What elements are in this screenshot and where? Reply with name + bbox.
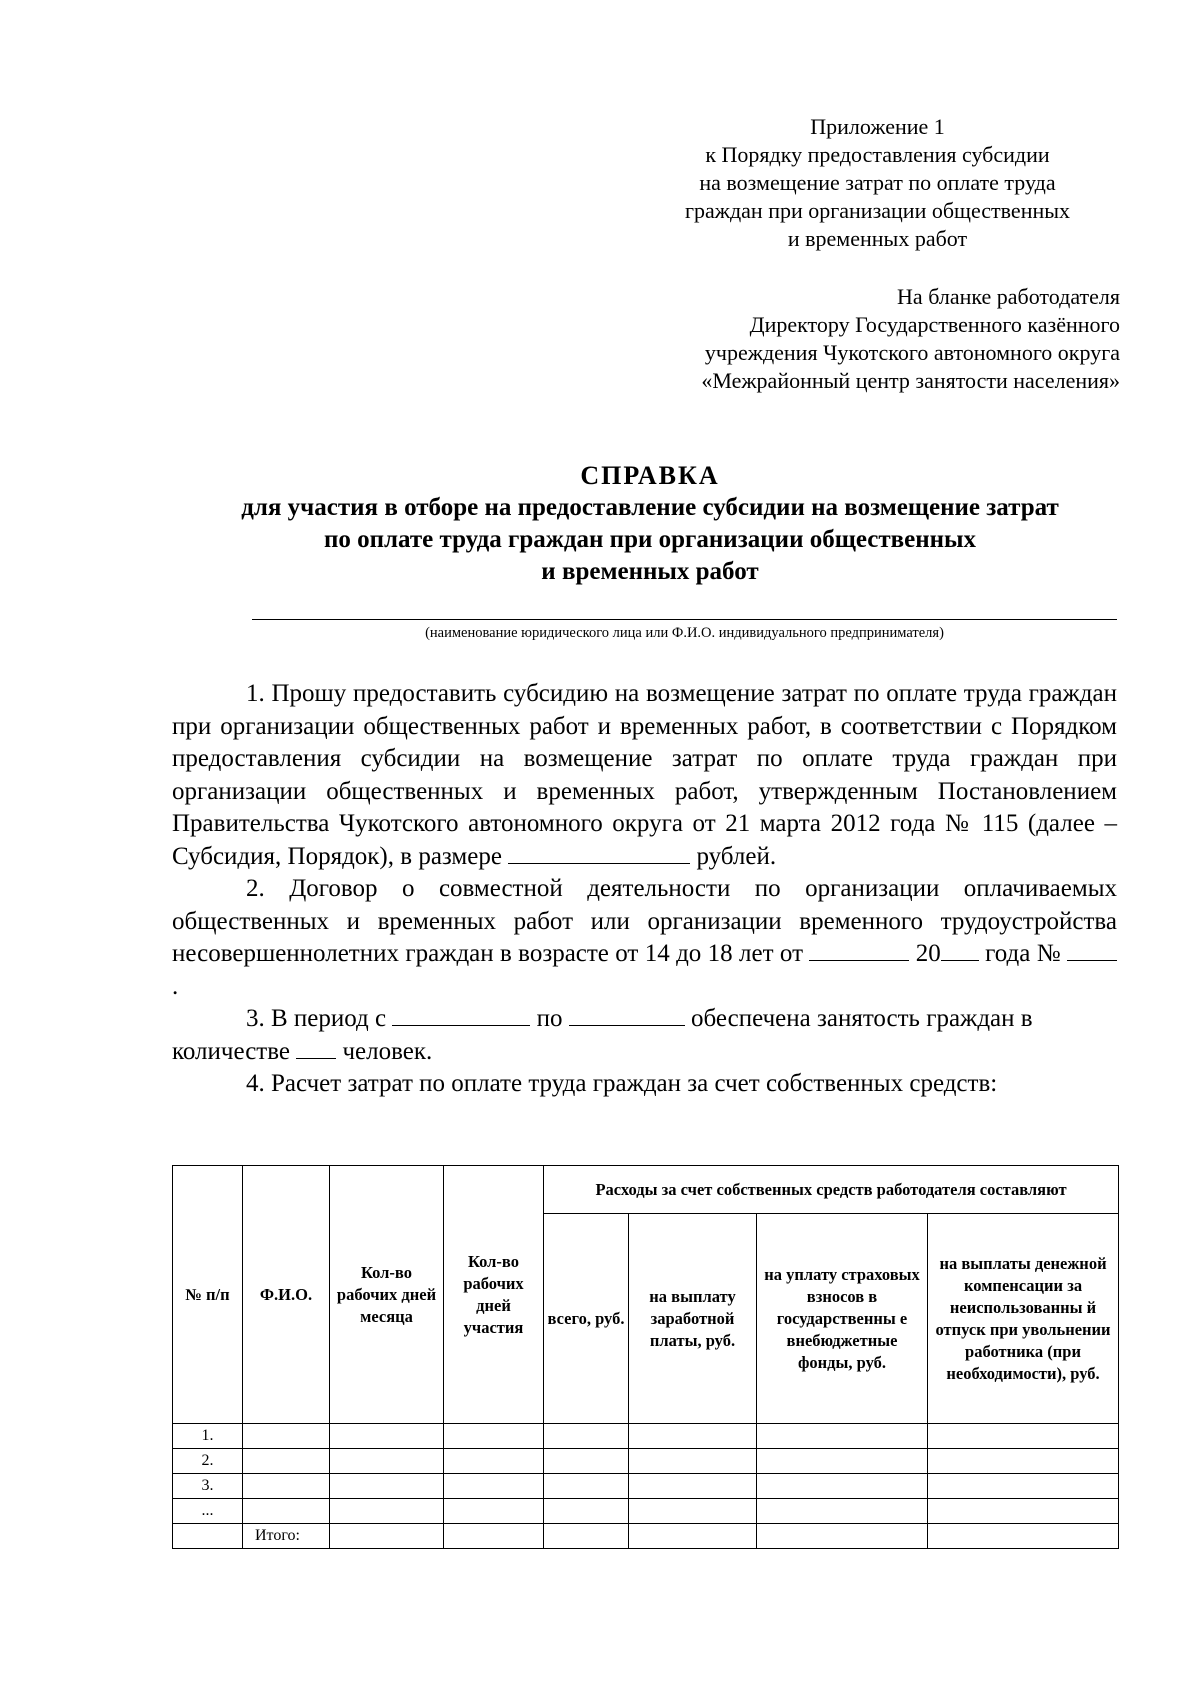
paragraph-2 (172, 873, 1117, 1003)
addressee-line: «Межрайонный центр занятости населения» (701, 368, 1120, 393)
contract-number-field[interactable] (1067, 938, 1117, 961)
appendix-line: граждан при организации общественных (684, 198, 1071, 223)
document-title (0, 460, 1200, 588)
header-work-days-month: Кол-во рабочих дней месяца (330, 1166, 444, 1424)
addressee-line: На бланке работодателя (897, 284, 1120, 309)
paragraph-1-suffix: рублей. (696, 842, 777, 870)
table-cell[interactable] (928, 1449, 1119, 1474)
table-cell[interactable] (444, 1499, 544, 1524)
organization-name-field[interactable] (252, 619, 1117, 620)
table-cell[interactable] (928, 1499, 1119, 1524)
paragraph-2-year: 20 (915, 940, 941, 967)
table-cell[interactable] (444, 1474, 544, 1499)
addressee-line: учреждения Чукотского автономного округа (704, 340, 1120, 365)
table-cell[interactable] (330, 1499, 444, 1524)
table-cell[interactable] (330, 1474, 444, 1499)
period-start-field[interactable] (392, 1003, 530, 1026)
title-subtitle-line: для участия в отборе на предоставление субсидии на возмещение затрат (241, 494, 1059, 521)
table-cell[interactable] (629, 1499, 757, 1524)
subsidy-amount-field[interactable] (508, 841, 690, 864)
total-label: Итого: (243, 1524, 330, 1549)
contract-date-field[interactable] (809, 938, 909, 961)
paragraph-2-text: 2. Договор о совместной деятельности по организации оплачиваемых общественных и временных работ или организации временного трудоустройства несовершеннолетних граждан в возрасте от 14 до 18 лет (172, 875, 1117, 967)
paragraph-3-end: человек. (342, 1037, 433, 1065)
header-num: № п/п (173, 1166, 243, 1424)
table-cell (173, 1524, 243, 1549)
table-cell[interactable] (444, 1524, 544, 1549)
table-cell[interactable] (629, 1524, 757, 1549)
table-cell[interactable] (544, 1499, 629, 1524)
addressee-block (600, 283, 1120, 395)
table-cell[interactable] (444, 1424, 544, 1449)
table-cell[interactable] (629, 1474, 757, 1499)
title-subtitle-line: по оплате труда граждан при организации общественных (323, 526, 977, 553)
paragraph-2-from: от (779, 940, 804, 967)
paragraph-3-middle: обеспечена занятость граждан в количестве (172, 1005, 1033, 1065)
appendix-line: на возмещение затрат по оплате труда (699, 170, 1056, 195)
organization-name-caption: (наименование юридического лица или Ф.И.О. индивидуального предпринимателя) (425, 625, 944, 641)
table-cell[interactable] (544, 1424, 629, 1449)
title-heading: СПРАВКА (580, 461, 720, 490)
title-subtitle-line: и временных работ (541, 558, 759, 585)
table-cell[interactable] (544, 1449, 629, 1474)
paragraph-4: 4. Расчет затрат по оплате труда граждан за счет собственных средств: (246, 1070, 998, 1097)
table-cell[interactable] (444, 1449, 544, 1474)
paragraph-3-start: 3. В период с (246, 1005, 387, 1032)
header-fio: Ф.И.О. (243, 1166, 330, 1424)
table-row (173, 1449, 1119, 1474)
table-cell[interactable] (757, 1449, 928, 1474)
contract-year-field[interactable] (941, 938, 979, 961)
table-cell[interactable] (243, 1499, 330, 1524)
table-cell[interactable] (243, 1424, 330, 1449)
costs-table (172, 1165, 1119, 1549)
table-cell[interactable] (544, 1474, 629, 1499)
header-insurance: на уплату страховых взносов в государственны е внебюджетные фонды, руб. (757, 1214, 928, 1424)
table-cell[interactable] (757, 1499, 928, 1524)
paragraph-2-year-suffix: года № (985, 940, 1061, 967)
row-number: 2. (173, 1449, 243, 1474)
table-row (173, 1499, 1119, 1524)
table-cell[interactable] (330, 1524, 444, 1549)
row-number: ... (173, 1499, 243, 1524)
table-total-row (173, 1524, 1119, 1549)
table-cell[interactable] (928, 1424, 1119, 1449)
table-row (173, 1474, 1119, 1499)
paragraph-3-to: по (536, 1005, 563, 1032)
paragraph-3 (172, 1003, 1117, 1068)
row-number: 1. (173, 1424, 243, 1449)
header-compensation: на выплаты денежной компенсации за неиспользованны й отпуск при увольнении работника (при необходимости), руб. (928, 1214, 1119, 1424)
addressee-line: Директору Государственного казённого (749, 312, 1120, 337)
paragraph-1 (172, 678, 1117, 873)
paragraph-1-text: 1. Прошу предоставить субсидию на возмещение затрат по оплате труда граждан при организации общественных работ и временных работ, в соответствии с Порядком предоставления субсидии на возмещение затрат по оплате труда граждан при организации общественных и временных работ, утвержденным Постановлением Правительства Чукотского автономного округа от 21 марта 2012 года № 115 (далее – Субсидия, Порядок), в размере (172, 680, 1117, 870)
appendix-note (640, 113, 1115, 253)
table-header-row (173, 1166, 1119, 1214)
body-text (172, 678, 1117, 1101)
table-cell[interactable] (243, 1474, 330, 1499)
appendix-line: и временных работ (787, 226, 968, 251)
paragraph-2-end: . (172, 972, 179, 1000)
appendix-line: Приложение 1 (810, 114, 945, 139)
table-cell[interactable] (928, 1474, 1119, 1499)
table-cell[interactable] (757, 1474, 928, 1499)
header-expenses-group: Расходы за счет собственных средств работодателя составляют (544, 1166, 1119, 1214)
appendix-line: к Порядку предоставления субсидии (705, 142, 1050, 167)
header-work-days-participation: Кол-во рабочих дней участия (444, 1166, 544, 1424)
table-cell[interactable] (544, 1524, 629, 1549)
table-row (173, 1424, 1119, 1449)
table-cell[interactable] (629, 1449, 757, 1474)
header-salary: на выплату заработной платы, руб. (629, 1214, 757, 1424)
citizen-count-field[interactable] (296, 1036, 336, 1059)
table-cell[interactable] (757, 1524, 928, 1549)
table-cell[interactable] (243, 1449, 330, 1474)
table-cell[interactable] (757, 1424, 928, 1449)
table-cell[interactable] (330, 1449, 444, 1474)
row-number: 3. (173, 1474, 243, 1499)
table-cell[interactable] (629, 1424, 757, 1449)
period-end-field[interactable] (569, 1003, 685, 1026)
table-cell[interactable] (330, 1424, 444, 1449)
header-total: всего, руб. (544, 1214, 629, 1424)
table-cell[interactable] (928, 1524, 1119, 1549)
